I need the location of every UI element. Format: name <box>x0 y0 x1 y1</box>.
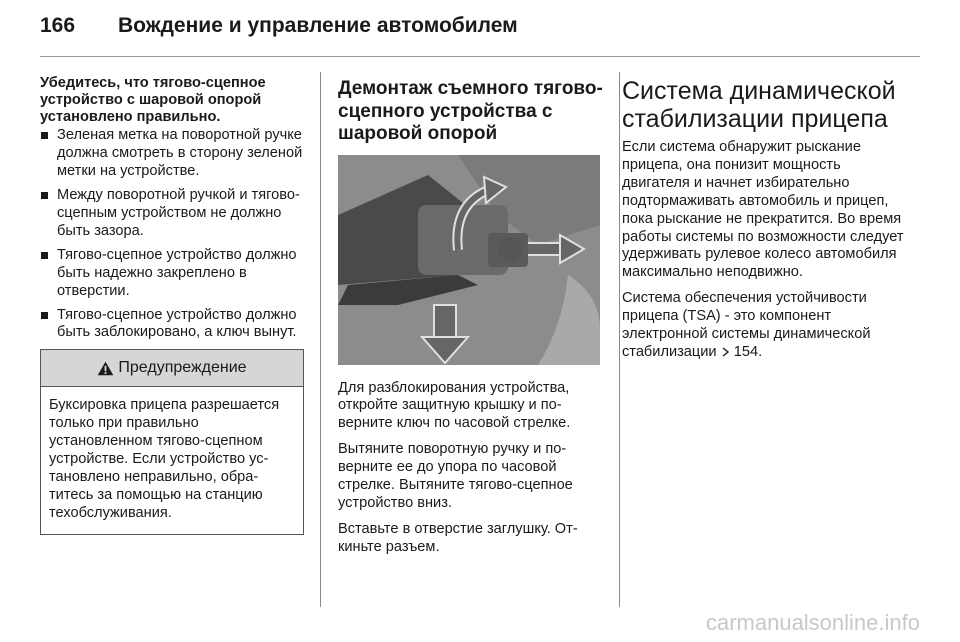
column-1 <box>40 75 306 535</box>
column-3 <box>622 75 912 370</box>
reference-arrow-icon <box>721 347 730 357</box>
page-number: 166 <box>40 14 76 37</box>
column-divider-2 <box>619 72 620 607</box>
tsa-description: Если система обнаружит рыскание прицепа, она понизит мощность двигателя и начнет избирательно подтормаживать автомобиль и прицеп, пока рыскание не прекратится. Во время работы системы по возможности следует удерживать рулевое колесо автомобиля максимально неподвижно. <box>622 139 904 281</box>
bullet-square-icon <box>41 132 48 139</box>
page-reference-link[interactable]: 154. <box>733 343 763 360</box>
removal-step-3: Вставьте в отверстие заглушку. Откиньте разъем. <box>338 520 578 555</box>
list-item: Между поворотной ручкой и тягово-сцепным устройством не должно быть зазора. <box>40 187 306 241</box>
section-title: Вождение и управление автомобилем <box>118 14 518 37</box>
warning-title: Предупреждение <box>118 359 247 377</box>
bullet-square-icon <box>41 312 48 319</box>
page-header <box>40 14 920 48</box>
removal-heading: Демонтаж съемного тягово-сцепного устройства с шаровой опорой <box>338 78 603 144</box>
list-item: Тягово-сцепное устройство должно быть заблокировано, а ключ вынут. <box>40 307 306 343</box>
warning-header <box>41 350 303 387</box>
warning-text: Буксировка прицепа разрешается только при правильно установленном тягово-сцепном устройстве. Если устройство установлено неправильно, обратитесь за помощью на станцию техобслуживания. <box>49 397 280 521</box>
bullet-square-icon <box>41 252 48 259</box>
towbar-illustration <box>338 155 600 365</box>
tsa-reference-paragraph: Система обеспечения устойчивости прицепа (TSA) - это компонент электронной системы динамической стабилизации 154. <box>622 290 871 360</box>
warning-triangle-icon <box>97 361 114 376</box>
column-divider-1 <box>320 72 321 607</box>
list-item: Тягово-сцепное устройство должно быть надежно закреплено в отверстии. <box>40 247 306 301</box>
watermark: carmanualsonline.info <box>705 610 920 635</box>
column-2 <box>338 75 606 565</box>
towbar-removal-illustration <box>338 155 600 365</box>
list-item: Зеленая метка на поворотной ручке должна смотреть в сторону зеленой метки на устройстве. <box>40 127 306 181</box>
tsa-heading: Система динамической стабилизации прицепа <box>622 77 896 133</box>
removal-step-1: Для разблокирования устройства, откройте защитную крышку и поверните ключ по часовой стрелке. <box>338 379 571 432</box>
header-divider <box>40 56 920 57</box>
install-check-list <box>40 127 306 342</box>
removal-step-2: Вытяните поворотную ручку и поверните ее до упора по часовой стрелке. Вытяните тягово-сцепное устройство вниз. <box>338 441 573 511</box>
warning-box <box>40 349 304 534</box>
install-check-lead: Убедитесь, что тягово-сцепное устройство с шаровой опорой установлено правильно. <box>40 75 266 125</box>
bullet-square-icon <box>41 192 48 199</box>
